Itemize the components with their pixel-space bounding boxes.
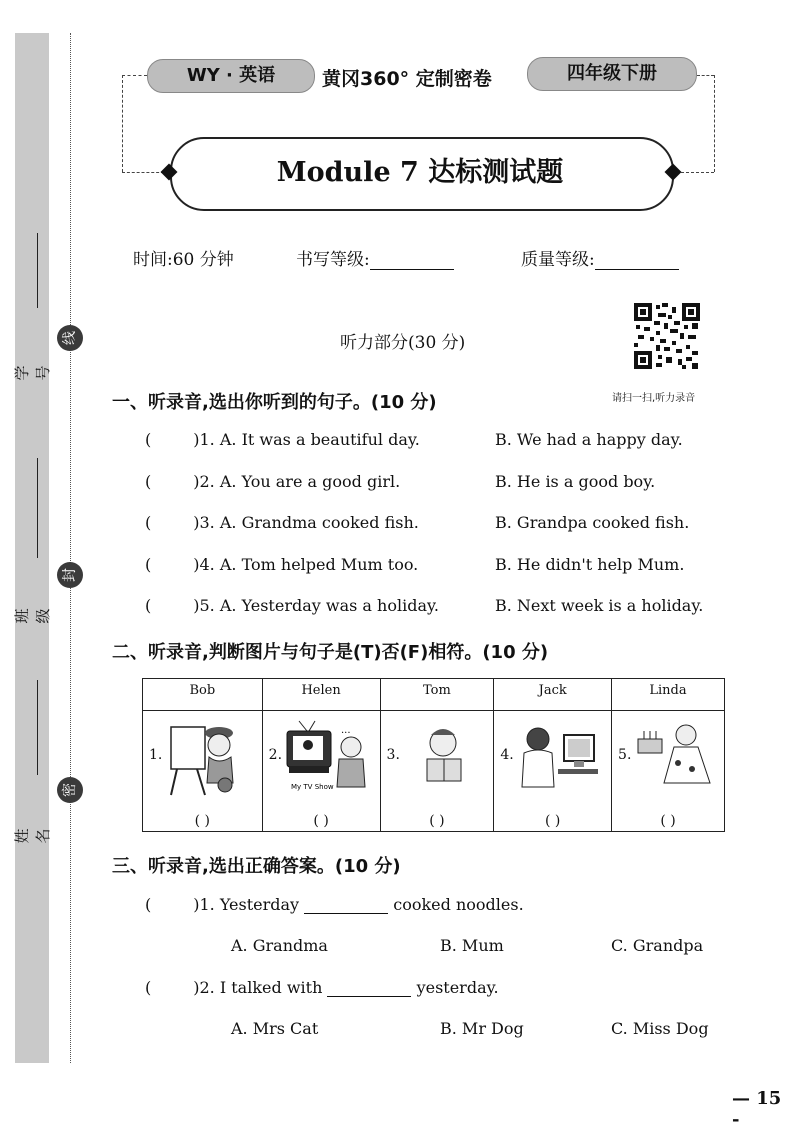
answer-blank[interactable]: ( ): [194, 813, 211, 829]
option-b: B. Mr Dog: [440, 1019, 524, 1038]
name-label: 姓名: [13, 828, 52, 844]
class-label: 班级: [13, 608, 52, 624]
list-item: ( )2. A. You are a good girl.: [145, 472, 401, 491]
option-b: B. We had a happy day.: [495, 430, 683, 449]
name-line: [37, 680, 38, 775]
seal-secret: 密: [57, 777, 83, 803]
picture-cell-1: 1. ( ): [143, 711, 263, 832]
picture-table: [142, 678, 725, 832]
answer-blank[interactable]: ( ): [429, 813, 445, 829]
girl-cake-icon: [634, 717, 718, 797]
option-b: B. Mum: [440, 936, 504, 955]
option-b: B. He didn't help Mum.: [495, 555, 685, 574]
picture-cell-5: 5. ( ): [612, 711, 725, 832]
option-b: B. Next week is a holiday.: [495, 596, 704, 615]
seal-seal: 封: [57, 562, 83, 588]
svg-text:...: ...: [340, 725, 351, 736]
writing-grade-blank[interactable]: [370, 251, 454, 270]
list-item: ( )1. Yesterday cooked noodles.: [145, 895, 524, 914]
picture-cell-2: 2. My TV Show ... ( ): [262, 711, 380, 832]
listening-heading: 听力部分(30 分): [340, 333, 466, 353]
list-item: ( )5. A. Yesterday was a holiday.: [145, 596, 439, 615]
boy-reading-icon: [409, 721, 479, 791]
quality-grade-blank[interactable]: [595, 251, 679, 270]
list-item: ( )1. A. It was a beautiful day.: [145, 430, 420, 449]
class-line: [37, 458, 38, 558]
quality-grade: 质量等级:: [521, 245, 679, 270]
name-cell: Jack: [494, 679, 612, 711]
answer-blank[interactable]: ( ): [544, 813, 561, 829]
section1-title: 一、听录音,选出你听到的句子。(10 分): [112, 392, 437, 413]
option-a: A. Grandma: [231, 936, 328, 955]
page-title: Module 7 达标测试题: [276, 157, 564, 188]
fill-blank[interactable]: [304, 899, 388, 914]
picture-cell-4: 4. ( ): [494, 711, 612, 832]
page-number: — 15 -: [732, 1088, 782, 1130]
option-a: A. Mrs Cat: [231, 1019, 319, 1038]
answer-blank[interactable]: ( ): [313, 813, 329, 829]
seal-line: 线: [57, 325, 83, 351]
student-id-line: [37, 233, 38, 308]
answer-blank[interactable]: ( ): [660, 813, 676, 829]
option-c: C. Grandpa: [611, 936, 704, 955]
list-item: ( )2. I talked with yesterday.: [145, 978, 499, 997]
section2-title: 二、听录音,判断图片与句子是(T)否(F)相符。(10 分): [112, 642, 549, 663]
list-item: ( )4. A. Tom helped Mum too.: [145, 555, 419, 574]
subject-pill: WY · 英语: [147, 59, 315, 93]
name-cell: Helen: [262, 679, 380, 711]
boy-painting-icon: [167, 717, 247, 797]
qr-caption: 请扫一扫,听力录音: [612, 393, 696, 404]
series-title: 黄冈360° 定制密卷: [322, 68, 492, 90]
qr-code-icon[interactable]: [634, 303, 700, 369]
grade-pill: 四年级下册: [527, 57, 697, 91]
name-cell: Tom: [380, 679, 494, 711]
writing-grade: 书写等级:: [296, 245, 454, 270]
list-item: ( )3. A. Grandma cooked fish.: [145, 513, 419, 532]
name-cell: Linda: [612, 679, 725, 711]
section3-title: 三、听录音,选出正确答案。(10 分): [112, 856, 401, 877]
option-b: B. He is a good boy.: [495, 472, 656, 491]
option-c: C. Miss Dog: [611, 1019, 709, 1038]
svg-text:My TV Show: My TV Show: [290, 783, 334, 791]
cut-line: [70, 33, 71, 1063]
tv-girl-icon: [285, 717, 373, 797]
time-info: 时间:60 分钟: [133, 250, 234, 270]
boy-computer-icon: [516, 717, 602, 797]
fill-blank[interactable]: [327, 982, 411, 997]
option-b: B. Grandpa cooked fish.: [495, 513, 690, 532]
binding-strip: [15, 33, 49, 1063]
student-id-label: 学号: [13, 365, 52, 381]
picture-cell-3: 3. ( ): [380, 711, 494, 832]
name-cell: Bob: [143, 679, 263, 711]
